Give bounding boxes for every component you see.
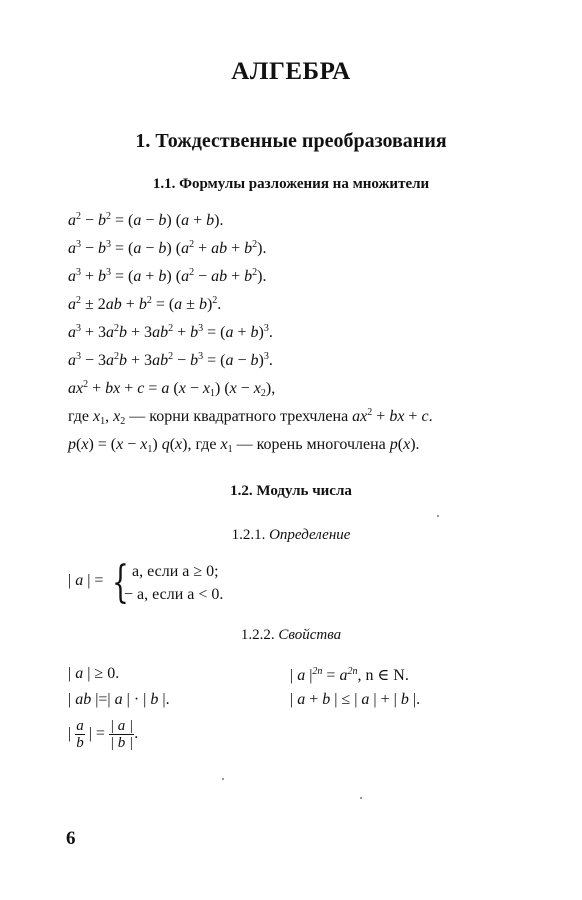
left-brace: { xyxy=(112,557,129,608)
formula-square-binomial: $a^2 \pm 2ab + b^2 = (a \pm b)^2$. xyxy=(68,295,222,313)
abs-case-negative: − a, если a < 0. xyxy=(124,586,224,603)
print-speck xyxy=(360,797,362,799)
page-number: 6 xyxy=(66,828,76,849)
root-text: — корень многочлена xyxy=(236,436,386,453)
subsection-number: 1.2.2. xyxy=(240,627,275,643)
n-in-naturals: , n ∈ N. xyxy=(357,667,409,684)
property-nonnegative: | a | ≥ 0. xyxy=(68,665,120,682)
subsection-heading-1-2-2 xyxy=(0,627,582,644)
formula-diff-squares: $a^2 - b^2 = (a - b) (a + b)$. xyxy=(68,211,224,229)
formula-cube-diff: $a^3 - 3a^2b + 3ab^2 - b^3 = (a - b)^3$. xyxy=(68,351,273,369)
abs-case-positive: a, если a ≥ 0; xyxy=(132,563,219,580)
subsection-heading-1-1: 1.1. Формулы разложения на множители xyxy=(152,176,430,192)
property-even-power: | a $|^{2n} = a^{2n}$, n ∈ N. xyxy=(290,666,409,684)
subsection-name: Определение xyxy=(269,527,351,543)
print-speck xyxy=(222,778,224,780)
where-word-2: , где xyxy=(187,436,217,453)
subsection-heading-1-2: 1.2. Модуль числа xyxy=(230,483,352,499)
page-title: АЛГЕБРА xyxy=(231,58,351,85)
subsection-name: Свойства xyxy=(278,627,342,643)
formula-cube-sum: $a^3 + 3a^2b + 3ab^2 + b^3 = (a + b)^3$. xyxy=(68,323,273,341)
where-word: где xyxy=(68,408,90,425)
print-speck xyxy=(437,515,439,517)
property-triangle-inequality: | a + b | ≤ | a | + | b |. xyxy=(290,691,421,708)
abs-definition-lhs: | a | = xyxy=(68,572,104,589)
polynomial-root-explanation: $p(x) = (x - x_1)$ q(x), где $x_1$ — корень многочлена p(x). xyxy=(68,436,420,455)
roots-explanation: где $x_1$, $x_2$ — корни квадратного трехчлена $ax^2$ + bx + c. xyxy=(68,407,433,427)
formula-diff-cubes: $a^3 - b^3 = (a - b) (a^2$ + ab + $b^2$). xyxy=(68,239,267,257)
subsection-number: 1.2.1. xyxy=(231,527,266,543)
subsection-heading-1-2-1 xyxy=(0,527,582,544)
formula-sum-cubes: $a^3 + b^3 = (a + b) (a^2$ − ab + $b^2$). xyxy=(68,267,267,285)
property-product: | ab |=| a | · | b |. xyxy=(68,691,170,708)
section-heading-1: 1. Тождественные преобразования xyxy=(135,130,447,152)
roots-text: — корни квадратного трехчлена xyxy=(129,408,349,425)
property-quotient: | $\frac{a}{b}$ | = $\frac{| a |}{| b |}$ . xyxy=(68,718,139,751)
formula-quadratic-factor: $ax^2$ + bx + c = a $(x - x_1)$ $(x - x_2)$, xyxy=(68,379,276,399)
